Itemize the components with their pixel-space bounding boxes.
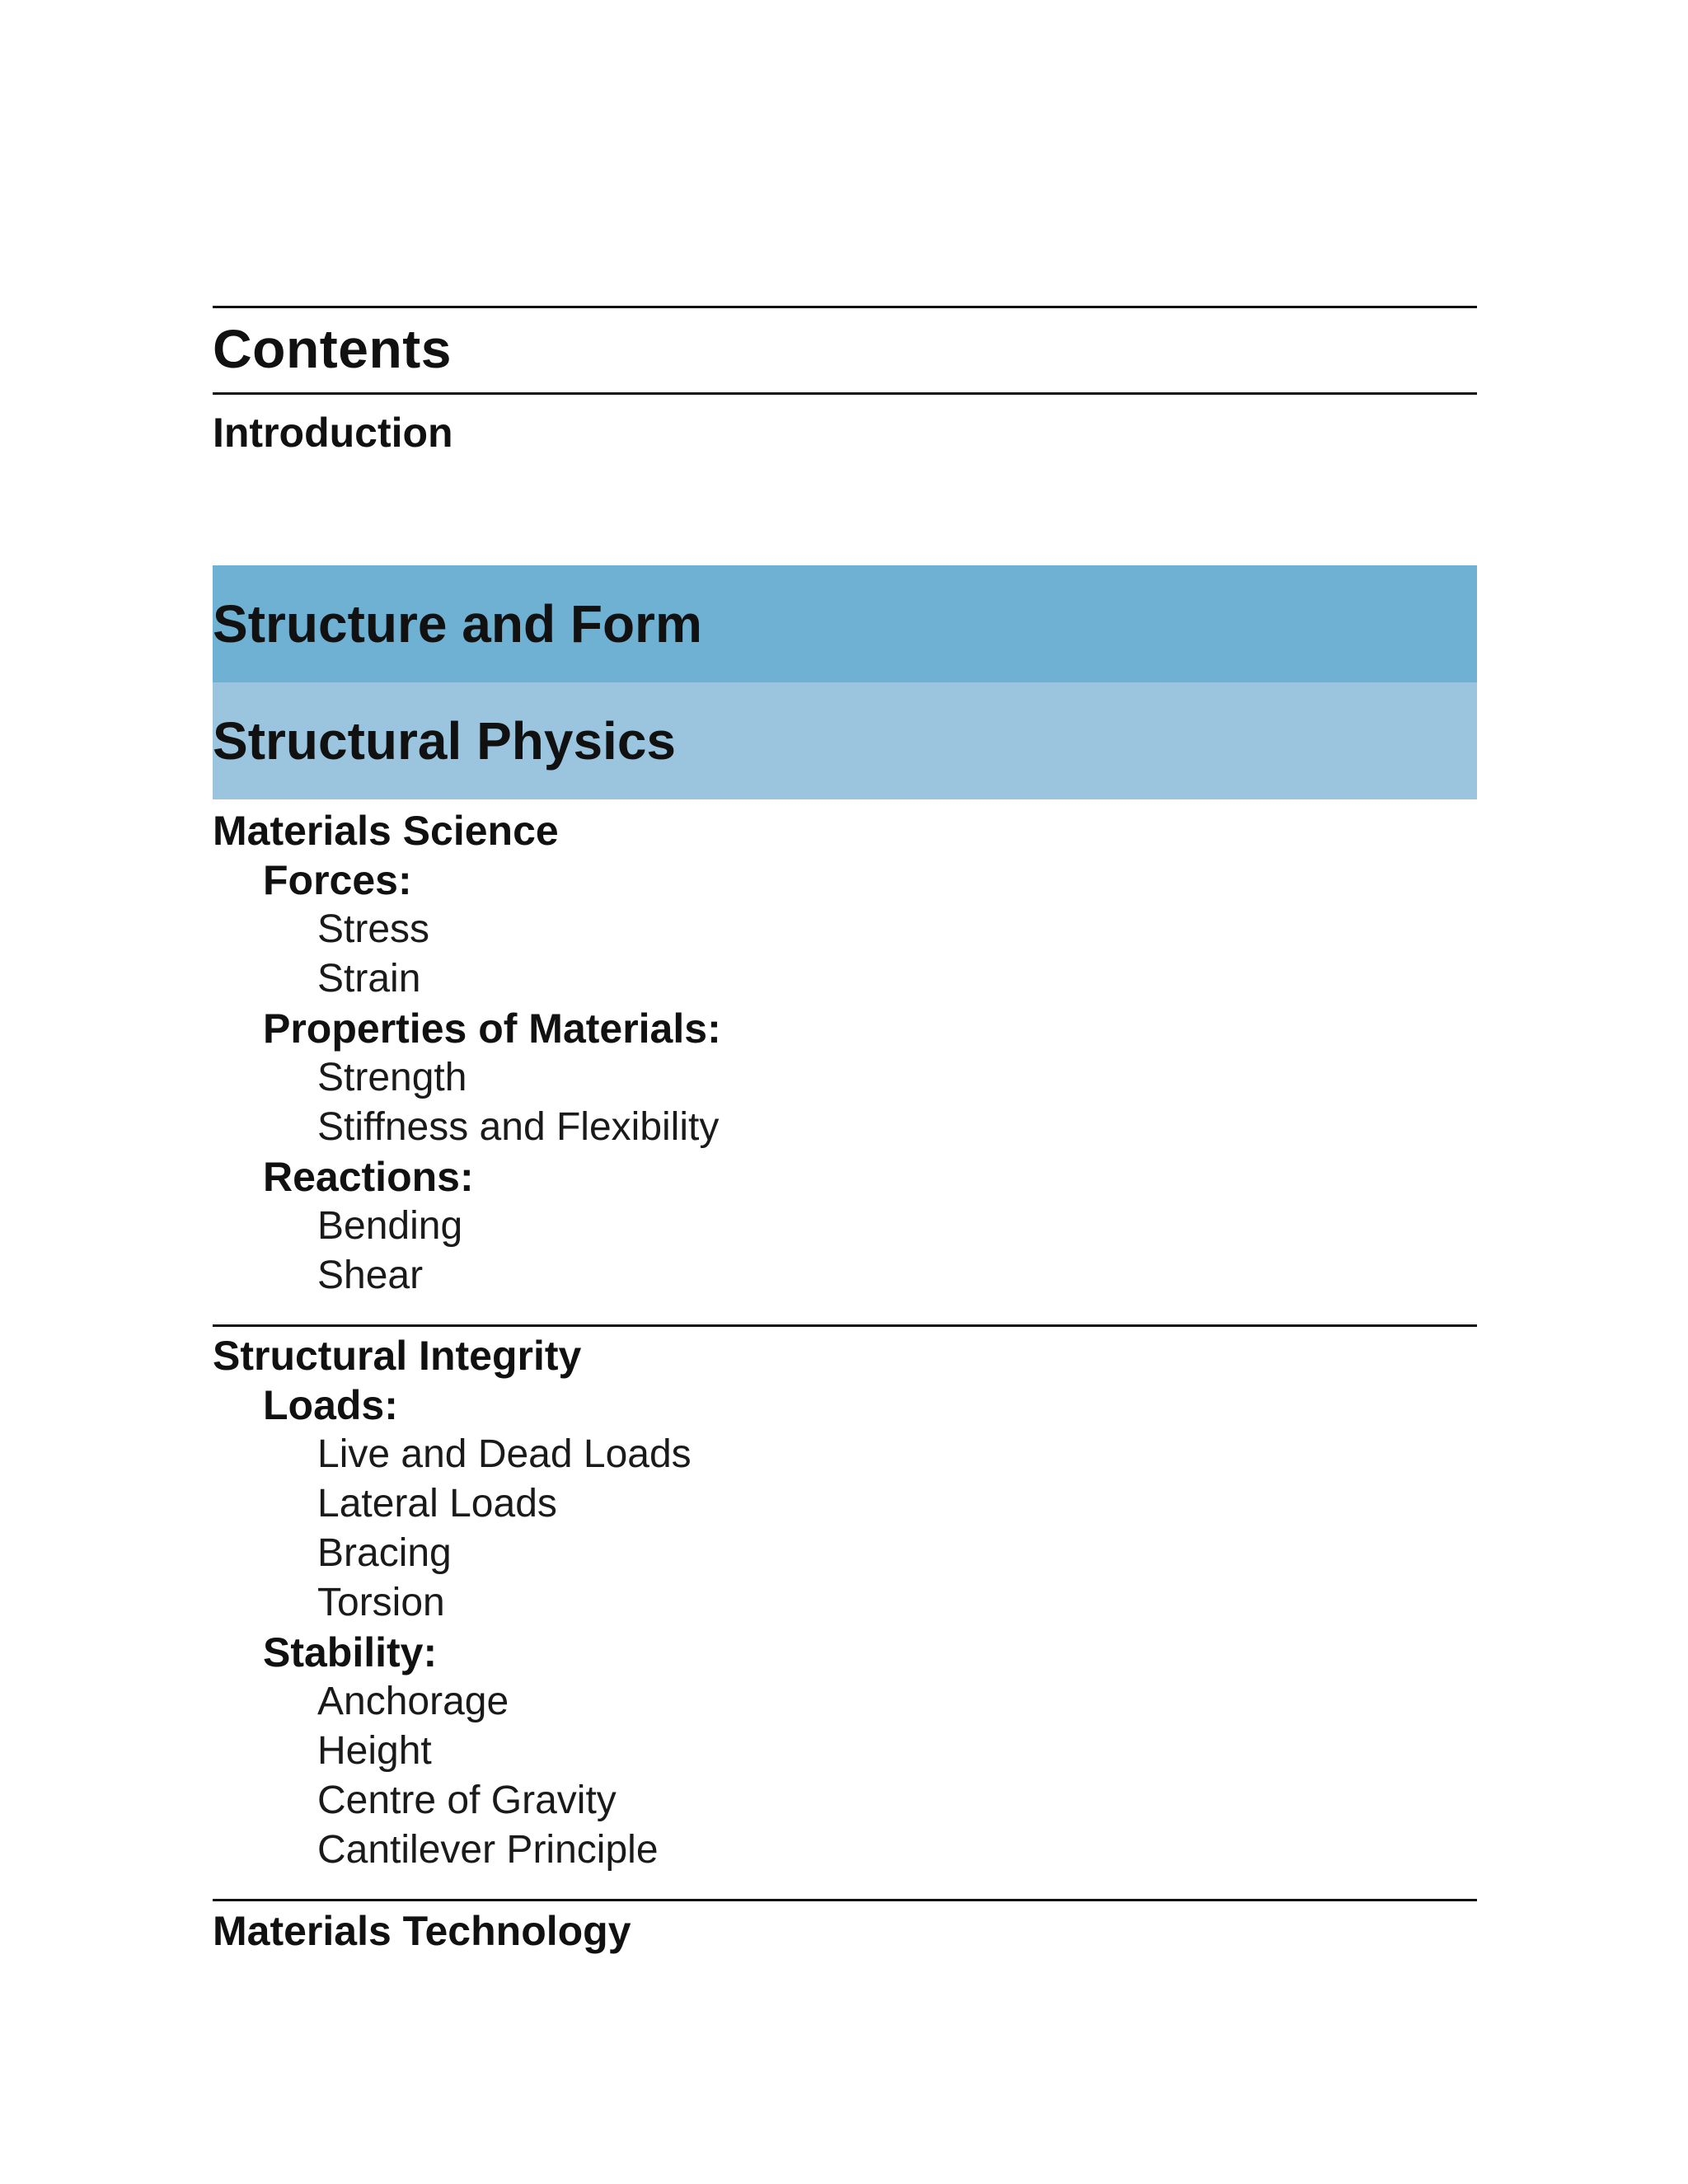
section-title[interactable]: Materials Technology [213, 1908, 631, 1954]
toc-item[interactable]: Height [317, 1729, 432, 1773]
toc-item[interactable]: Stress [317, 907, 430, 951]
toc-item[interactable]: Torsion [317, 1581, 445, 1624]
toc-item[interactable]: Lateral Loads [317, 1482, 557, 1526]
toc-item[interactable]: Bending [317, 1204, 463, 1248]
section-divider [213, 1324, 1477, 1327]
toc-item[interactable]: Anchorage [317, 1680, 509, 1723]
chapter-title[interactable]: Structural Physics [213, 711, 676, 771]
part-band-secondary [213, 682, 1477, 799]
toc-section-structural-integrity [213, 1331, 1477, 1875]
section-title[interactable]: Materials Science [213, 808, 559, 854]
toc-section-materials-technology [213, 1906, 1477, 1956]
section-divider [213, 1899, 1477, 1901]
group-title[interactable]: Forces: [263, 857, 412, 903]
title-rule [213, 392, 1477, 395]
toc-item[interactable]: Live and Dead Loads [317, 1432, 692, 1476]
group-title[interactable]: Properties of Materials: [263, 1005, 721, 1052]
group-title[interactable]: Loads: [263, 1382, 398, 1428]
toc-item[interactable]: Shear [317, 1254, 424, 1297]
page-title: Contents [213, 318, 452, 379]
toc-item[interactable]: Stiffness and Flexibility [317, 1105, 720, 1149]
section-title[interactable]: Structural Integrity [213, 1333, 582, 1379]
group-title[interactable]: Stability: [263, 1629, 438, 1675]
toc-item[interactable]: Centre of Gravity [317, 1779, 617, 1822]
part-band-primary [213, 565, 1477, 682]
part-title[interactable]: Structure and Form [213, 594, 702, 654]
toc-item[interactable]: Strength [317, 1056, 467, 1099]
contents-page [213, 0, 1477, 2184]
toc-entry-introduction[interactable]: Introduction [213, 410, 453, 456]
top-rule [213, 306, 1477, 308]
toc-item[interactable]: Bracing [317, 1531, 452, 1575]
toc-section-materials-science [213, 806, 1477, 1301]
toc-item[interactable]: Strain [317, 957, 421, 1001]
toc-item[interactable]: Cantilever Principle [317, 1828, 659, 1872]
group-title[interactable]: Reactions: [263, 1154, 474, 1200]
